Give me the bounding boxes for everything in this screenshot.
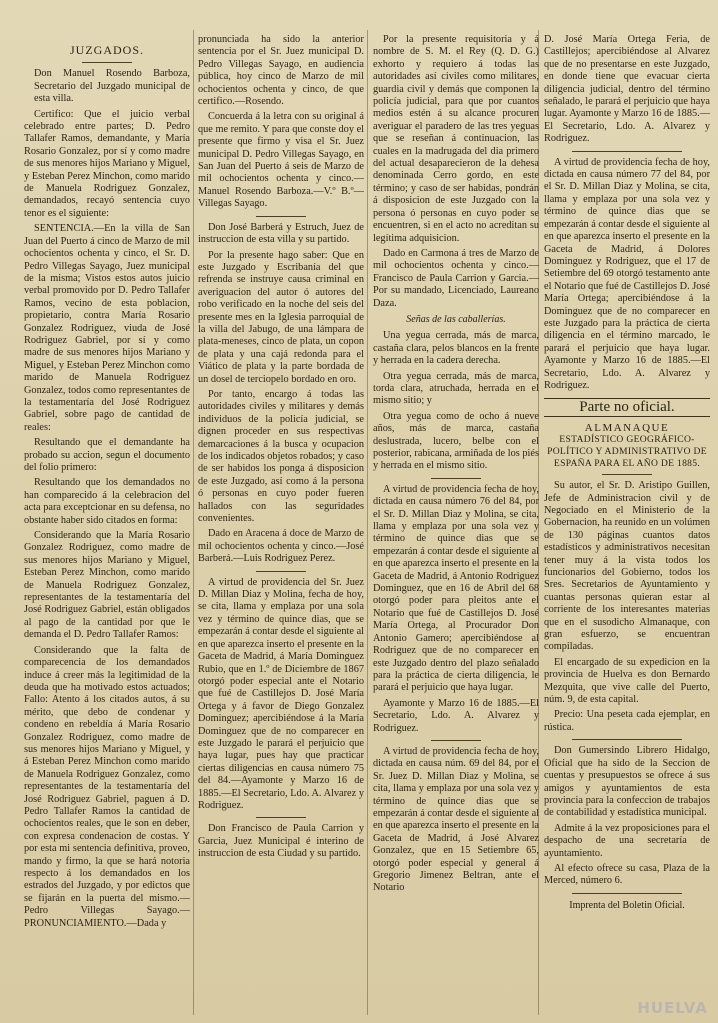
paragraph: A virtud de providencia del Sr. Juez D. Millan Diaz y Molina, fecha de hoy, se cita, llama y emplaza por una sola vez y término de quince dias, que se empezarán á contar desde el siguiente al en que aparezca inserto el presente en la Gaceta de Madrid, á María Dominguez Rubio, que en 1.º de Diciembre de 1867 otorgó poder especial ante el Notario que fué de Castillejos D. José María Ortega y á favor de Diego Gonzalez Dominguez; apercibiéndose á la María Dominguez que de no comparecer en este Juzgado le parará el perjuicio que haya lugar, pues hay que practicar ciertas diligencias en causa número 75 del 84.—Ayamonte y Marzo 16 de 1885.—El Secretario, Ldo. A. Alvarez y Rodriguez. (198, 576, 364, 811)
divider (431, 740, 481, 741)
divider (256, 817, 306, 818)
column-divider (367, 30, 368, 1015)
paragraph: A virtud de providencia fecha de hoy, dictada en causa número 77 del 84, por el Sr. D. Millan Diaz y Molina, se cita, llama y emplaza por una sola vez y término de quince dias que se empezarán á contar desde el siguiente al en que aparezca inserto el presente en la Gaceta de Madrid, á Dolores Dominguez y Rodriguez, que el 17 de Setiembre del 69 otorgó testamento ante el Notario que fué de Castillejos D. José María Ortega; apercibiéndose á la Dominguez que de no comparecer en este Juzgado para la práctica de cierta diligencia en el término marcado, le parará el perjuicio que haya lugar. Ayamonte y Marzo 16 de 1885.—El Secretario, Ldo. A. Alvarez y Rodriguez. (544, 156, 710, 391)
archive-watermark: HUELVA (637, 999, 708, 1017)
paragraph: SENTENCIA.—En la villa de San Juan del Puerto á cinco de Marzo de mil ochocientos ochenta y cinco, el Sr. D. Pedro Villegas Sayago, Juez municipal de la misma; Vistos estos autos juicio verbal promovido por D. Pedro Tallafer Ramos, vecino de esta poblacion, propietario, contra María Rosario Gonzalez Rodriguez, viuda de José Rodriguez Gabriel, por sí y como madre de sus menores hijos Mariano y Miguel, y Esteban Perez Minchon como marido de Manuela Rodriguez Gonzalez, todos como representantes de la testamentaría del José Rodriguez Gabriel, sobre pago de cantidad de reales: (24, 223, 190, 433)
section-heading-parte-no-oficial: Parte no oficial. (544, 398, 710, 416)
paragraph: Dado en Aracena á doce de Marzo de mil ochocientos ochenta y cinco.—José Barberá.—Luis Rodriguez Perez. (198, 528, 364, 565)
column-1 (24, 34, 190, 1016)
paragraph: Dado en Carmona á tres de Marzo de mil ochocientos ochenta y cinco.—Francisco de Paula Carrion y Garcia.—Por su mandado, Licenciado, Laureano Daza. (373, 247, 539, 309)
paragraph: Don Francisco de Paula Carrion y Garcia, Juez Municipal é interino de instruccion de esta Ciudad y su partido. (198, 823, 364, 860)
divider (572, 739, 682, 740)
divider (256, 571, 306, 572)
paragraph: Precio: Una peseta cada ejemplar, en rústica. (544, 709, 710, 733)
paragraph: Por la presente requisitoria y á nombre de S. M. el Rey (Q. D. G.) exhorto y requiero á todas las autoridades así civiles como militares, guardia civil y demás que componen la policía judicial, para que por cuantos medios estén á su alcance procuren averiguar el paradero de las tres yeguas que se reseñan á continuacion, las cuales en la madrugada del dia primero del actual desaparecieron de la dehesa denominada Cerro gordo, en este término; y caso de ser habidas, pondrán á disposicion de este Juzgado con la persona ó personas en cuyo poder se encuentren, si en el acto no acreditan su legítima adquisicion. (373, 34, 539, 244)
paragraph: Don Manuel Rosendo Barboza, Secretario del Juzgado municipal de esta villa. (34, 68, 190, 105)
paragraph: Considerando que la falta de comparecencia de los demandados induce á creer más la legitimidad de la deuda que ha motivado estos actuados; Fallo: Atento á los citados autos, á su mérito, que debo de condenar y condeno en rebeldía á María Rosario Gonzalez Rodriguez, como madre de sus menores hijos Mariano y Miguel, y á Esteban Perez Minchon como marido de Manuela Rodriguez Gonzalez, como representantes de la testamentaría del José Rodriguez Gabriel, paguen á D. Pedro Tallafer Ramos la cantidad de ochocientos reales, que le son en deber, con expresa condenacion de costas. Y por esta mi sentencia definitiva, proveo, mando y firmo, la que se hará notoria respecto á los demandados en los estrados del Juzgado, y por edictos que se fijarán en la puerta del mismo.—Pedro Villegas Sayago.—PRONUNCIAMIENTO.—Dada y (24, 644, 190, 929)
column-4 (544, 34, 710, 1016)
almanaque-subtitle: ESTADÍSTICO GEOGRÁFICO-POLÍTICO Y ADMINISTRATIVO DE ESPAÑA PARA EL AÑO DE 1885. (547, 434, 707, 469)
paragraph: Certifico: Que el juicio verbal celebrado entre partes; D. Pedro Tallafer Ramos, demandante, y María Rosario Gonzalez, por sí y como madre de sus menores hijos Mariano y Miguel, y Esteban Perez Minchon, como marido de Manuela Rodriguez Gonzalez, demandados, recayó sentencia cuyo tenor es el siguiente: (24, 108, 190, 219)
paragraph: Por la presente hago saber: Que en este Juzgado y Escribanía del que refrenda se instruye causa criminal en averiguacion del autor ó autores del robo verificado en la noche del seis del presente mes en la Iglesia parroquial de la villa del Jabugo, de una lámpara de plata-meneses, cinco de plata, un copon de plata y una cajá redonda para el Viático de plata y la parte bordada de un dosel de terciopelo bordado en oro. (198, 249, 364, 385)
paragraph: Concuerda á la letra con su original á que me remito. Y para que conste doy el presente que firmo y visa el Sr. Juez municipal D. Pedro Villegas Sayago, en San Juan del Puerto á seis de Marzo de mil ochocientos ochenta y cinco.—Manuel Rosendo Barboza.—V.º B.º—Villegas Sayago. (198, 111, 364, 210)
paragraph: Don Gumersindo Librero Hidalgo, Oficial que ha sido de la Seccion de cuentas y presupuestos se ofrece á sus amigos y ayuntamientos de esta provincia para la confeccion de trabajos de contabilidad y estadística municipal. (544, 745, 710, 819)
paragraph: Resultando que el demandante ha probado su accion, segun el documento del folio primero: (24, 437, 190, 473)
paragraph: A virtud de providencia fecha de hoy, dictada en causa número 76 del 84, por el Sr. D. Millan Diaz y Molina, se cita, llama y emplaza por una sola vez y término de quince dias que se empezarán á contar desde el siguiente al en que aparezca inserto el presente en la Gaceta de Madrid, á Antonio Rodriguez Dominguez, que en 16 de Abril del 68 otorgó poder para pleitos ante el Notario que fué de Castillejos D. José María Ortega, al Procurador Don Antonio Gamero; apercibiéndose al Rodriguez que de no comparecer en este Juzgado dentro del plazo señalado para la práctica de cierta diligencia, le parará el perjuicio que haya lugar. (373, 483, 539, 694)
paragraph: Ayamonte y Marzo 16 de 1885.—El Secretario, Ldo. A. Alvarez y Rodriguez. (373, 697, 539, 734)
paragraph: D. José María Ortega Feria, de Castillejos; apercibiéndose al Alvarez que de no presentarse en este Juzgado, en donde tiene que evacuar cierta diligencia judicial, dentro del término señalado, le parará el perjuicio que haya lugar. Ayamonte y Marzo 16 de 1885.—El Secretario, Ldo. A. Alvarez y Rodriguez. (544, 34, 710, 145)
column-2 (198, 34, 364, 1016)
divider (602, 474, 652, 475)
almanaque-title: ALMANAQUE (584, 421, 670, 434)
column-divider (193, 30, 194, 1015)
paragraph: Al efecto ofrece su casa, Plaza de la Merced, número 6. (544, 862, 710, 887)
paragraph: Admite á la vez proposiciones para el despacho de una secretaría de ayuntamiento. (544, 822, 710, 859)
paragraph: Su autor, el Sr. D. Aristipo Guillen, Jefe de Administracion civil y de Negociado en el Ministerio de la Gobernacion, ha reunido en un volúmen de 130 páginas cuantos datos estadísticos y administrativos necesitan tener muy á la vista todos los funcionarios del Gobierno, todos los Sres. Secretarios de Ayuntamiento y cuantas personas quieran estar al corriente de los interesantes materias que en el susodicho Almanaque, con gran esfuerzo, se encuentran compiladas. (544, 480, 710, 653)
paragraph: Don José Barberá y Estruch, Juez de instruccion de esta villa y su partido. (198, 221, 364, 246)
divider (572, 151, 682, 152)
paragraph: Una yegua cerrada, más de marca, castaña clara, pelos blancos en la frente y herrada en la cadera derecha. (373, 330, 539, 367)
paragraph: Otra yegua como de ocho á nueve años, más de marca, castaña deslustrada, lucero, belbe con el posterior, rabicana, armiñada de los piés y herrada en el mismo sitio. (373, 410, 539, 472)
paragraph: A virtud de providencia fecha de hoy, dictada en causa núm. 69 del 84, por el Sr. Juez D. Millan Diaz y Molina, se cita, llama y emplaza por una sola vez y término de quince dias que se empezarán á contar desde el siguiente al en que aparezca inserto el presente en la Gaceta de Madrid, á José Alvarez Gonzalez, que en 15 Setiembre 65, otorgó poder especial y general á Gregorio Jimenez Beltran, ante el Notario (373, 745, 539, 894)
paragraph: pronunciada ha sido la anterior sentencia por el Sr. Juez municipal D. Pedro Villegas Sayago, en audiencia pública, hoy cinco de Marzo de mil ochocientos ochenta y cinco, de que certifico.—Rosendo. (198, 34, 364, 108)
subheading-senas: Señas de las caballerías. (406, 313, 506, 325)
divider (82, 62, 132, 63)
paragraph: Por tanto, encargo á todas las autoridades civiles y militares y demás individuos de la policía judicial, se dignen proceder en sus respectivas demarcaciones á la busca y ocupacion de los indicados objetos robados; y caso de ser habidos los ponga á disposicion de este Juzgado, así como á la persona ó personas en cuyo poder fueren hallados con las seguridades convenientes. (198, 388, 364, 525)
paragraph: El encargado de su expedicion en la provincia de Huelva es don Bernardo Mezquita, que vive calle del Puerto, núm. 9, de esta capital. (544, 656, 710, 706)
paragraph: Resultando que los demandados no han comparecido á la celebracion del acta para exceptcionar en su defensa, no obstante haber sido citados en forma: (24, 477, 190, 526)
paragraph: Considerando que la María Rosario Gonzalez Rodriguez, como madre de sus menores hijos Mariano y Miguel, Esteban Perez Minchon, como marido de Manuela Rodriguez Gonzalez, representantes de la testamentaría del José Rodriguez Gabriel, están obligados al pago de la cantidad por que le demanda el D. Pedro Tallafer Ramos: (24, 530, 190, 641)
column-3 (373, 34, 539, 1016)
printer-imprint: Imprenta del Boletin Oficial. (569, 899, 685, 911)
paragraph: Otra yegua cerrada, más de marca, torda clara, atruchada, herrada en el mismo sitio; y (373, 370, 539, 407)
divider (572, 893, 682, 894)
divider (431, 478, 481, 479)
section-heading-juzgados: JUZGADOS. (69, 43, 144, 57)
divider (256, 216, 306, 217)
